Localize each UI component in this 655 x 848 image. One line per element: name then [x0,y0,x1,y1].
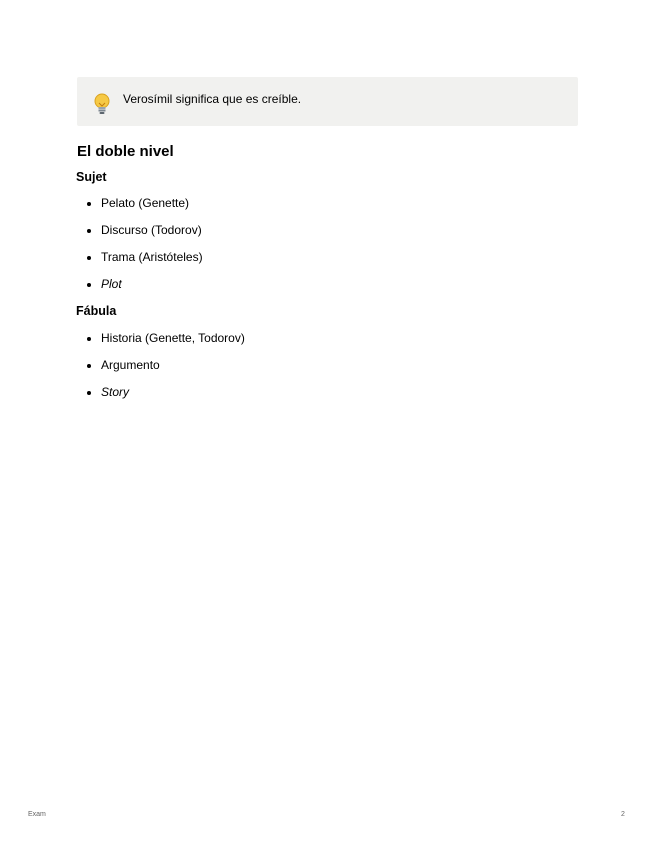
list-item: Story [77,385,245,412]
section-heading: El doble nivel [77,143,174,160]
subheading-fabula: Fábula [76,304,117,318]
footer-label: Exam [28,811,46,818]
page-number: 2 [621,811,625,818]
lightbulb-icon [93,92,111,116]
callout-box [77,77,578,126]
list-item: Argumento [77,358,245,385]
fabula-list [77,331,245,412]
callout-text: Verosímil significa que es creíble. [123,92,302,106]
list-item: Plot [77,277,203,304]
list-item: Trama (Aristóteles) [77,250,203,277]
list-item: Pelato (Genette) [77,196,203,223]
sujet-list [77,196,203,304]
subheading-sujet: Sujet [76,170,107,184]
list-item: Discurso (Todorov) [77,223,203,250]
list-item: Historia (Genette, Todorov) [77,331,245,358]
